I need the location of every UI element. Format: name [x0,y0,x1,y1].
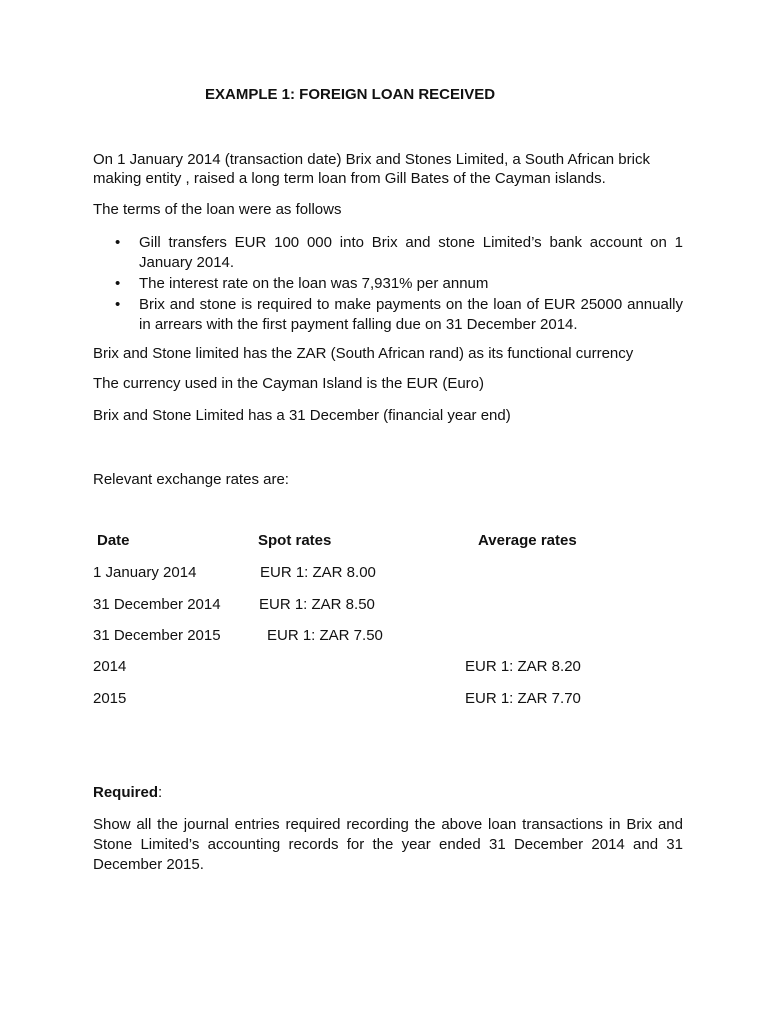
bullet-icon: • [115,296,121,313]
table-cell-date: 31 December 2014 [93,596,221,613]
table-cell-spot: EUR 1: ZAR 8.00 [260,564,376,581]
table-cell-date: 2014 [93,658,127,675]
required-text: Show all the journal entries required recording the above loan transactions in Brix and Stone Limited’s accounting records for the year ended 31 December 2014 and 31 December 2015. [93,816,683,873]
term-text: Gill transfers EUR 100 000 into Brix and stone Limited’s bank account on 1 January 2014. [139,234,683,271]
list-item [93,233,683,273]
table-header-average: Average rates [478,532,577,549]
required-heading [93,784,162,802]
year-end-text: Brix and Stone Limited has a 31 December (financial year end) [93,407,511,424]
terms-list [93,233,683,336]
required-label: Required [93,784,159,801]
bullet-icon: • [115,234,121,251]
table-cell-average: EUR 1: ZAR 7.70 [465,690,581,707]
terms-heading: The terms of the loan were as follows [93,201,342,218]
functional-currency-text: Brix and Stone limited has the ZAR (South African rand) as its functional currency [93,345,634,362]
bullet-icon: • [115,275,121,292]
rates-intro: Relevant exchange rates are: [93,471,289,488]
list-item [93,274,683,294]
table-cell-spot: EUR 1: ZAR 8.50 [259,596,375,613]
term-text: Brix and stone is required to make payments on the loan of EUR 25000 annually in arrears with the first payment falling due on 31 December 2014. [139,296,683,333]
table-header-date: Date [97,532,130,549]
table-cell-average: EUR 1: ZAR 8.20 [465,658,581,675]
term-text: The interest rate on the loan was 7,931% per annum [139,275,489,292]
table-header-spot: Spot rates [258,532,332,549]
table-cell-date: 31 December 2015 [93,627,221,644]
document-title: EXAMPLE 1: FOREIGN LOAN RECEIVED [205,86,496,103]
intro-line-2: making entity , raised a long term loan from Gill Bates of the Cayman islands. [93,170,606,187]
table-cell-date: 2015 [93,690,127,707]
cayman-currency-text: The currency used in the Cayman Island is the EUR (Euro) [93,375,485,392]
table-cell-spot: EUR 1: ZAR 7.50 [267,627,383,644]
table-cell-date: 1 January 2014 [93,564,197,581]
intro-line-1: On 1 January 2014 (transaction date) Brix and Stones Limited, a South African brick [93,151,650,168]
list-item [93,295,683,335]
required-colon: : [158,784,163,801]
